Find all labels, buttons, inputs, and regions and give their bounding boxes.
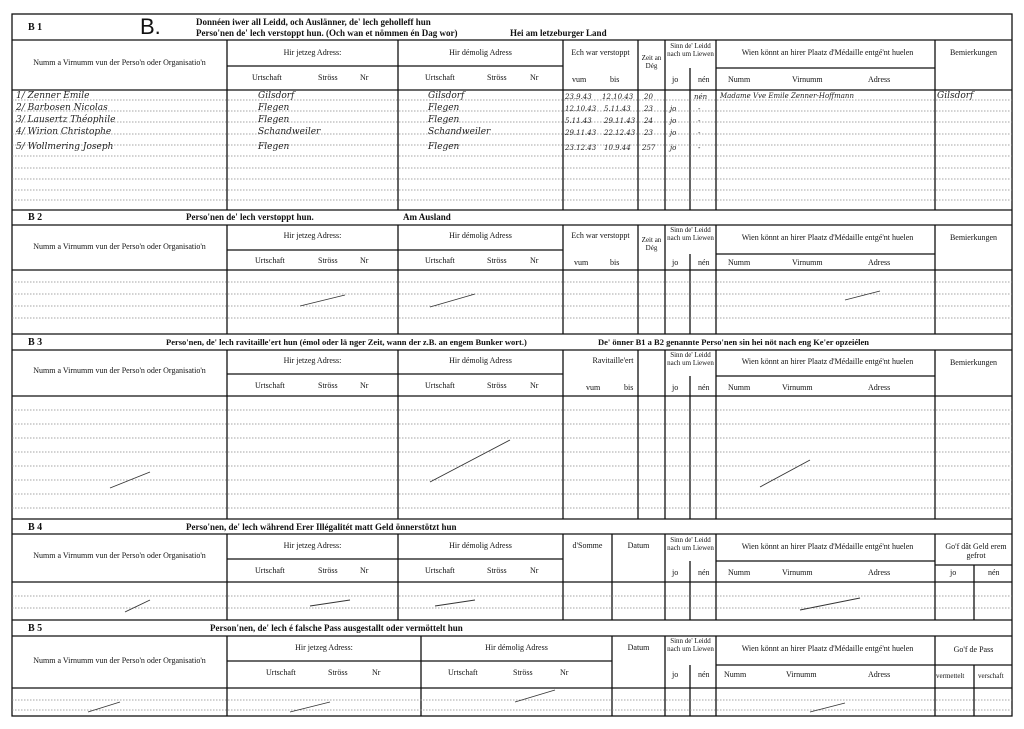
header-from: vum xyxy=(572,75,587,84)
row-2-no: - xyxy=(698,105,701,113)
header-no: nén xyxy=(988,568,1000,577)
section-title-b2: Perso'nen de' lech verstoppt hun. xyxy=(186,212,314,222)
header-yes: jo xyxy=(950,568,957,577)
header-alive: Sinn de' Leidd nach um Liewen xyxy=(667,637,714,653)
header-yes: jo xyxy=(672,75,679,84)
header-medal-name: Numm xyxy=(728,258,751,267)
header-no: nén xyxy=(698,670,710,679)
header-supplied: Ravitaille'ert xyxy=(592,356,634,365)
header-former-address: Hir démolig Adress xyxy=(449,356,512,365)
header-nr: Nr xyxy=(372,668,381,677)
header-medal-address: Adress xyxy=(868,258,891,267)
header-name: Numm a Virnumm vun der Perso'n oder Organisatio'n xyxy=(33,242,206,251)
header-from: vum xyxy=(574,258,589,267)
header-current-address: Hir jetzeg Adress: xyxy=(283,356,342,365)
row-3-former: Flegen xyxy=(428,115,460,125)
header-pass: Go'f de Pass xyxy=(953,645,994,654)
header-alive: Sinn de' Leidd nach um Liewen xyxy=(667,226,714,242)
row-2-current: Flegen xyxy=(258,103,290,113)
header-town: Urtschaft xyxy=(255,381,285,390)
header-former-address: Hir démolig Adress xyxy=(449,541,512,550)
row-5-to: 10.9.44 xyxy=(604,144,631,152)
header-hidden: Ech war verstoppt xyxy=(571,231,630,240)
header-nr: Nr xyxy=(360,566,369,575)
header-alive: Sinn de' Leidd nach um Liewen xyxy=(667,351,714,367)
header-town: Urtschaft xyxy=(448,668,478,677)
row-5-no: - xyxy=(698,144,701,152)
header-former-address: Hir démolig Adress xyxy=(485,643,548,652)
header-no: nén xyxy=(698,258,710,267)
header-street: Ströss xyxy=(487,566,507,575)
header-nr: Nr xyxy=(530,73,539,82)
row-2-former: Flegen xyxy=(428,103,460,113)
row-1-remarks: Gilsdorf xyxy=(937,91,974,101)
header-date: Datum xyxy=(627,541,650,550)
header-hidden: Ech war verstoppt xyxy=(571,48,630,57)
header-town: Urtschaft xyxy=(255,566,285,575)
section-code-b4: B 4 xyxy=(28,522,43,533)
row-5-yes: jo xyxy=(670,144,677,152)
header-from: vum xyxy=(586,383,601,392)
section-title-b5: Person'nen, de' lech é falsche Pass ausgestallt oder vermöttelt hun xyxy=(210,623,463,633)
header-remarks: Bemierkungen xyxy=(949,48,998,57)
header-town: Urtschaft xyxy=(425,73,455,82)
header-former-address: Hir démolig Adress xyxy=(449,231,512,240)
header-current-address: Hir jetzeg Adress: xyxy=(295,643,353,652)
row-4-name: 4/ Wirion Christophe xyxy=(16,127,112,137)
section-title-b3: Perso'nen, de' lech ravitaille'ert hun (émol oder lä nger Zeit, wann der z.B. an engem Bunker wort.) xyxy=(166,337,527,347)
row-3-no: - xyxy=(698,117,701,125)
header-nr: Nr xyxy=(530,381,539,390)
header-name: Numm a Virnumm vun der Perso'n oder Organisatio'n xyxy=(33,551,206,560)
header-medal-first: Virnumm xyxy=(792,258,823,267)
header-to: bis xyxy=(610,258,620,267)
header-nr: Nr xyxy=(360,256,369,265)
row-1-no: nén xyxy=(694,93,708,101)
row-1-to: 12.10.43 xyxy=(602,93,634,101)
row-4-former: Schandweiler xyxy=(428,127,491,137)
header-no: nén xyxy=(698,383,710,392)
row-1-former: Gilsdorf xyxy=(428,91,465,101)
header-street: Ströss xyxy=(318,256,338,265)
header-street: Ströss xyxy=(328,668,348,677)
header-remarks: Bemierkungen xyxy=(949,358,998,367)
header-to: bis xyxy=(624,383,634,392)
header-town: Urtschaft xyxy=(252,73,282,82)
header-name: Numm a Virnumm vun der Perso'n oder Organisatio'n xyxy=(33,58,206,67)
header-current-address: Hir jetzeg Adress: xyxy=(283,231,342,240)
header-nr: Nr xyxy=(560,668,569,677)
header-current-address: Hir jetzeg Adress: xyxy=(283,541,342,550)
header-medal-name: Numm xyxy=(728,75,751,84)
header-medal-address: Adress xyxy=(868,670,891,679)
header-street: Ströss xyxy=(487,73,507,82)
header-street: Ströss xyxy=(318,566,338,575)
header-former-address: Hir démolig Adress xyxy=(449,48,512,57)
row-1-name: 1/ Zenner Emile xyxy=(16,91,90,101)
section-code-b5: B 5 xyxy=(28,623,43,634)
section-note-b3: De' önner B1 a B2 genannte Perso'nen sin hei nöt nach eng Ke'er opzeiélen xyxy=(598,337,869,347)
header-money: Go'f dât Geld erem gefrot xyxy=(945,542,1007,560)
header-issued: verschaft xyxy=(978,672,1004,680)
header-medal: Wien könnt an hirer Plaatz d'Médaille entgé'nt huelen xyxy=(741,644,914,653)
header-mediated: vermettelt xyxy=(936,672,965,680)
header-date: Datum xyxy=(627,643,650,652)
section-title-b1-location: Hei am letzeburger Land xyxy=(510,28,607,38)
row-4-to: 22.12.43 xyxy=(604,129,636,137)
header-medal-first: Virnumm xyxy=(786,670,817,679)
row-1-days: 20 xyxy=(644,93,653,101)
row-2-name: 2/ Barbosen Nicolas xyxy=(16,103,108,113)
row-5-days: 257 xyxy=(642,144,656,152)
row-1-medal: Madame Vve Emile Zenner-Hoffmann xyxy=(720,92,854,100)
row-2-days: 23 xyxy=(644,105,653,113)
header-medal-first: Virnumm xyxy=(782,383,813,392)
header-medal-address: Adress xyxy=(868,383,891,392)
header-medal-name: Numm xyxy=(724,670,747,679)
row-4-days: 23 xyxy=(644,129,653,137)
row-2-yes: jo xyxy=(670,105,677,113)
header-alive: Sinn de' Leidd nach um Liewen xyxy=(667,42,714,58)
header-medal: Wien könnt an hirer Plaatz d'Médaille entgé'nt huelen xyxy=(741,542,914,551)
row-2-from: 12.10.43 xyxy=(565,105,597,113)
header-no: nén xyxy=(698,75,710,84)
row-5-current: Flegen xyxy=(258,142,290,152)
header-name: Numm a Virnumm vun der Perso'n oder Organisatio'n xyxy=(33,656,206,665)
row-3-to: 29.11.43 xyxy=(604,117,636,125)
section-title-b1-line1: Donnéen iwer all Leidd, och Auslänner, de' lech geholleff hun xyxy=(196,17,431,27)
header-town: Urtschaft xyxy=(255,256,285,265)
header-time: Zeit an Dég xyxy=(641,54,662,70)
section-code-b1: B 1 xyxy=(28,22,43,33)
header-medal: Wien könnt an hirer Plaatz d'Médaille entgé'nt huelen xyxy=(741,357,914,366)
row-2-to: 5.11.43 xyxy=(604,105,631,113)
header-yes: jo xyxy=(672,258,679,267)
row-4-from: 29.11.43 xyxy=(565,129,597,137)
row-3-yes: jo xyxy=(670,117,677,125)
row-4-yes: jo xyxy=(670,129,677,137)
header-time: Zeit an Dég xyxy=(641,236,662,252)
section-title-b2-location: Am Ausland xyxy=(403,212,451,222)
header-street: Ströss xyxy=(487,256,507,265)
row-1-current: Gilsdorf xyxy=(258,91,295,101)
header-medal-first: Virnumm xyxy=(782,568,813,577)
header-medal-address: Adress xyxy=(868,75,891,84)
row-3-current: Flegen xyxy=(258,115,290,125)
row-3-name: 3/ Lausertz Théophile xyxy=(16,115,116,125)
header-town: Urtschaft xyxy=(425,566,455,575)
header-yes: jo xyxy=(672,568,679,577)
header-nr: Nr xyxy=(360,73,369,82)
row-4-current: Schandweiler xyxy=(258,127,321,137)
section-code-b2: B 2 xyxy=(28,212,43,223)
header-yes: jo xyxy=(672,383,679,392)
row-4-no: - xyxy=(698,129,701,137)
header-town: Urtschaft xyxy=(266,668,296,677)
header-current-address: Hir jetzeg Adress: xyxy=(283,48,342,57)
header-town: Urtschaft xyxy=(425,381,455,390)
section-code-b3: B 3 xyxy=(28,337,43,348)
header-yes: jo xyxy=(672,670,679,679)
header-street: Ströss xyxy=(318,73,338,82)
header-medal-address: Adress xyxy=(868,568,891,577)
row-3-days: 24 xyxy=(644,117,653,125)
header-medal: Wien könnt an hirer Plaatz d'Médaille entgé'nt huelen xyxy=(741,233,914,242)
section-title-b4: Perso'nen, de' lech während Erer Illégalitét matt Geld önnerstötzt hun xyxy=(186,522,457,532)
header-alive: Sinn de' Leidd nach um Liewen xyxy=(667,536,714,552)
header-medal-first: Virnumm xyxy=(792,75,823,84)
header-street: Ströss xyxy=(513,668,533,677)
header-name: Numm a Virnumm vun der Perso'n oder Organisatio'n xyxy=(33,366,206,375)
header-town: Urtschaft xyxy=(425,256,455,265)
row-3-from: 5.11.43 xyxy=(565,117,592,125)
header-medal-name: Numm xyxy=(728,383,751,392)
section-letter: B. xyxy=(140,14,161,39)
header-to: bis xyxy=(610,75,620,84)
header-nr: Nr xyxy=(360,381,369,390)
row-5-from: 23.12.43 xyxy=(565,144,597,152)
header-no: nén xyxy=(698,568,710,577)
header-street: Ströss xyxy=(318,381,338,390)
header-remarks: Bemierkungen xyxy=(949,233,998,242)
header-street: Ströss xyxy=(487,381,507,390)
header-sum: d'Somme xyxy=(572,541,603,550)
header-nr: Nr xyxy=(530,566,539,575)
header-nr: Nr xyxy=(530,256,539,265)
row-5-former: Flegen xyxy=(428,142,460,152)
section-title-b1-line2: Perso'nen de' lech verstoppt hun. (Och wan et nömmen én Dag wor) xyxy=(196,28,458,38)
row-1-from: 23.9.43 xyxy=(565,93,592,101)
header-medal-name: Numm xyxy=(728,568,751,577)
row-5-name: 5/ Wollmering Joseph xyxy=(16,142,114,152)
header-medal: Wien könnt an hirer Plaatz d'Médaille entgé'nt huelen xyxy=(741,48,914,57)
